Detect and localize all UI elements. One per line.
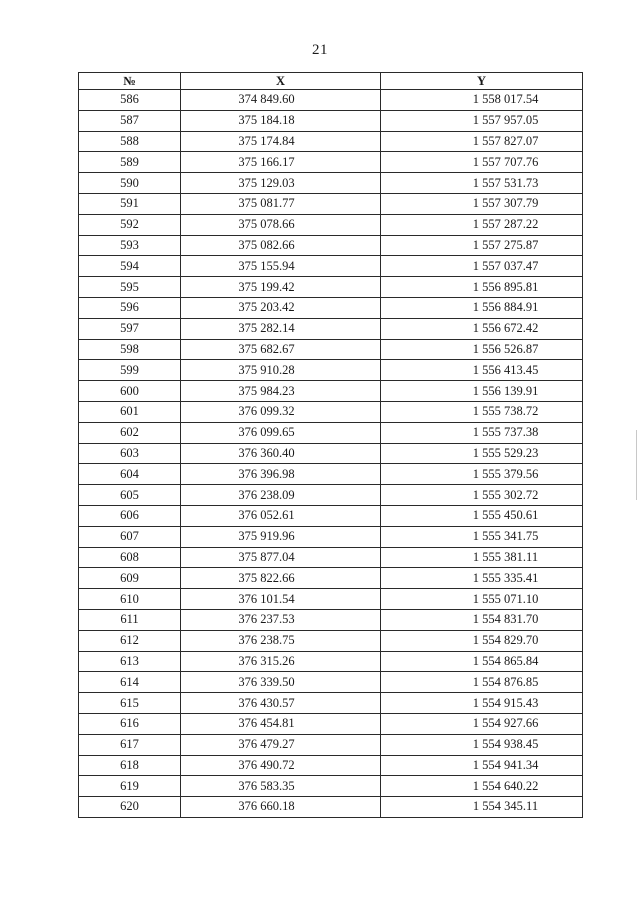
x-coordinate-cell: 375 082.66: [181, 235, 381, 256]
point-number-cell: 613: [79, 651, 181, 672]
y-coordinate-cell: 1 557 707.76: [381, 152, 583, 173]
x-coordinate-cell: 375 155.94: [181, 256, 381, 277]
y-coordinate-cell: 1 555 450.61: [381, 505, 583, 526]
point-number-cell: 614: [79, 672, 181, 693]
y-coordinate-cell: 1 558 017.54: [381, 90, 583, 111]
table-row: [79, 755, 583, 776]
x-coordinate-cell: 376 360.40: [181, 443, 381, 464]
point-number-cell: 591: [79, 193, 181, 214]
point-number-cell: 610: [79, 589, 181, 610]
y-coordinate-cell: 1 556 139.91: [381, 381, 583, 402]
x-coordinate-cell: 376 238.75: [181, 630, 381, 651]
table-row: [79, 235, 583, 256]
y-coordinate-cell: 1 554 876.85: [381, 672, 583, 693]
x-coordinate-cell: 375 203.42: [181, 297, 381, 318]
x-coordinate-cell: 376 238.09: [181, 485, 381, 506]
y-coordinate-cell: 1 555 071.10: [381, 589, 583, 610]
point-number-cell: 615: [79, 693, 181, 714]
x-coordinate-cell: 375 984.23: [181, 381, 381, 402]
y-coordinate-cell: 1 556 884.91: [381, 297, 583, 318]
point-number-cell: 597: [79, 318, 181, 339]
x-coordinate-cell: 375 081.77: [181, 193, 381, 214]
x-coordinate-cell: 376 454.81: [181, 713, 381, 734]
table-row: [79, 131, 583, 152]
y-coordinate-cell: 1 554 345.11: [381, 797, 583, 818]
y-coordinate-cell: 1 554 865.84: [381, 651, 583, 672]
page-number: 21: [312, 42, 328, 58]
table-row: [79, 214, 583, 235]
x-coordinate-cell: 374 849.60: [181, 90, 381, 111]
table-row: [79, 776, 583, 797]
table-row: [79, 297, 583, 318]
coordinates-table: [78, 72, 583, 818]
table-row: [79, 797, 583, 818]
point-number-cell: 604: [79, 464, 181, 485]
x-coordinate-cell: 376 660.18: [181, 797, 381, 818]
table-row: [79, 609, 583, 630]
table-body: [79, 90, 583, 818]
table-row: [79, 734, 583, 755]
x-coordinate-cell: 376 396.98: [181, 464, 381, 485]
table-row: [79, 443, 583, 464]
y-coordinate-cell: 1 554 915.43: [381, 693, 583, 714]
point-number-cell: 607: [79, 526, 181, 547]
table-row: [79, 193, 583, 214]
y-coordinate-cell: 1 555 529.23: [381, 443, 583, 464]
point-number-cell: 590: [79, 173, 181, 194]
y-coordinate-cell: 1 557 037.47: [381, 256, 583, 277]
point-number-cell: 601: [79, 401, 181, 422]
x-coordinate-cell: 375 910.28: [181, 360, 381, 381]
table-row: [79, 526, 583, 547]
y-coordinate-cell: 1 556 895.81: [381, 277, 583, 298]
header-y: Y: [381, 73, 583, 90]
x-coordinate-cell: 375 822.66: [181, 568, 381, 589]
point-number-cell: 602: [79, 422, 181, 443]
y-coordinate-cell: 1 557 827.07: [381, 131, 583, 152]
x-coordinate-cell: 376 339.50: [181, 672, 381, 693]
point-number-cell: 608: [79, 547, 181, 568]
x-coordinate-cell: 375 166.17: [181, 152, 381, 173]
point-number-cell: 611: [79, 609, 181, 630]
header-number: №: [79, 73, 181, 90]
table-row: [79, 401, 583, 422]
y-coordinate-cell: 1 555 738.72: [381, 401, 583, 422]
point-number-cell: 594: [79, 256, 181, 277]
y-coordinate-cell: 1 554 938.45: [381, 734, 583, 755]
scan-edge-mark: [636, 430, 637, 500]
table-row: [79, 422, 583, 443]
table-row: [79, 568, 583, 589]
point-number-cell: 586: [79, 90, 181, 111]
point-number-cell: 619: [79, 776, 181, 797]
y-coordinate-cell: 1 555 335.41: [381, 568, 583, 589]
point-number-cell: 598: [79, 339, 181, 360]
point-number-cell: 587: [79, 110, 181, 131]
point-number-cell: 616: [79, 713, 181, 734]
point-number-cell: 599: [79, 360, 181, 381]
y-coordinate-cell: 1 556 413.45: [381, 360, 583, 381]
y-coordinate-cell: 1 557 287.22: [381, 214, 583, 235]
table-row: [79, 630, 583, 651]
table-row: [79, 152, 583, 173]
y-coordinate-cell: 1 554 941.34: [381, 755, 583, 776]
x-coordinate-cell: 376 052.61: [181, 505, 381, 526]
point-number-cell: 596: [79, 297, 181, 318]
table-row: [79, 651, 583, 672]
table-row: [79, 173, 583, 194]
table-row: [79, 505, 583, 526]
table-row: [79, 110, 583, 131]
point-number-cell: 609: [79, 568, 181, 589]
point-number-cell: 606: [79, 505, 181, 526]
x-coordinate-cell: 375 682.67: [181, 339, 381, 360]
table-row: [79, 693, 583, 714]
x-coordinate-cell: 376 101.54: [181, 589, 381, 610]
x-coordinate-cell: 375 919.96: [181, 526, 381, 547]
table-row: [79, 464, 583, 485]
point-number-cell: 592: [79, 214, 181, 235]
y-coordinate-cell: 1 555 302.72: [381, 485, 583, 506]
x-coordinate-cell: 375 078.66: [181, 214, 381, 235]
table-row: [79, 381, 583, 402]
table-row: [79, 589, 583, 610]
x-coordinate-cell: 376 237.53: [181, 609, 381, 630]
y-coordinate-cell: 1 554 640.22: [381, 776, 583, 797]
point-number-cell: 617: [79, 734, 181, 755]
point-number-cell: 612: [79, 630, 181, 651]
table-row: [79, 256, 583, 277]
x-coordinate-cell: 376 099.32: [181, 401, 381, 422]
y-coordinate-cell: 1 555 379.56: [381, 464, 583, 485]
x-coordinate-cell: 376 490.72: [181, 755, 381, 776]
y-coordinate-cell: 1 554 831.70: [381, 609, 583, 630]
table-row: [79, 672, 583, 693]
point-number-cell: 595: [79, 277, 181, 298]
point-number-cell: 593: [79, 235, 181, 256]
x-coordinate-cell: 375 184.18: [181, 110, 381, 131]
y-coordinate-cell: 1 557 275.87: [381, 235, 583, 256]
y-coordinate-cell: 1 557 531.73: [381, 173, 583, 194]
y-coordinate-cell: 1 556 672.42: [381, 318, 583, 339]
x-coordinate-cell: 376 430.57: [181, 693, 381, 714]
point-number-cell: 605: [79, 485, 181, 506]
point-number-cell: 603: [79, 443, 181, 464]
table-row: [79, 277, 583, 298]
table-row: [79, 90, 583, 111]
table-row: [79, 339, 583, 360]
x-coordinate-cell: 375 282.14: [181, 318, 381, 339]
y-coordinate-cell: 1 557 957.05: [381, 110, 583, 131]
table-row: [79, 713, 583, 734]
y-coordinate-cell: 1 557 307.79: [381, 193, 583, 214]
x-coordinate-cell: 375 129.03: [181, 173, 381, 194]
point-number-cell: 589: [79, 152, 181, 173]
table-row: [79, 318, 583, 339]
y-coordinate-cell: 1 555 737.38: [381, 422, 583, 443]
y-coordinate-cell: 1 555 381.11: [381, 547, 583, 568]
x-coordinate-cell: 376 479.27: [181, 734, 381, 755]
y-coordinate-cell: 1 554 829.70: [381, 630, 583, 651]
x-coordinate-cell: 376 315.26: [181, 651, 381, 672]
table-row: [79, 547, 583, 568]
table-header-row: [79, 73, 583, 90]
x-coordinate-cell: 375 199.42: [181, 277, 381, 298]
header-x: X: [181, 73, 381, 90]
table-row: [79, 485, 583, 506]
x-coordinate-cell: 375 174.84: [181, 131, 381, 152]
y-coordinate-cell: 1 555 341.75: [381, 526, 583, 547]
point-number-cell: 620: [79, 797, 181, 818]
point-number-cell: 618: [79, 755, 181, 776]
x-coordinate-cell: 375 877.04: [181, 547, 381, 568]
point-number-cell: 600: [79, 381, 181, 402]
y-coordinate-cell: 1 554 927.66: [381, 713, 583, 734]
x-coordinate-cell: 376 099.65: [181, 422, 381, 443]
y-coordinate-cell: 1 556 526.87: [381, 339, 583, 360]
point-number-cell: 588: [79, 131, 181, 152]
x-coordinate-cell: 376 583.35: [181, 776, 381, 797]
table-row: [79, 360, 583, 381]
